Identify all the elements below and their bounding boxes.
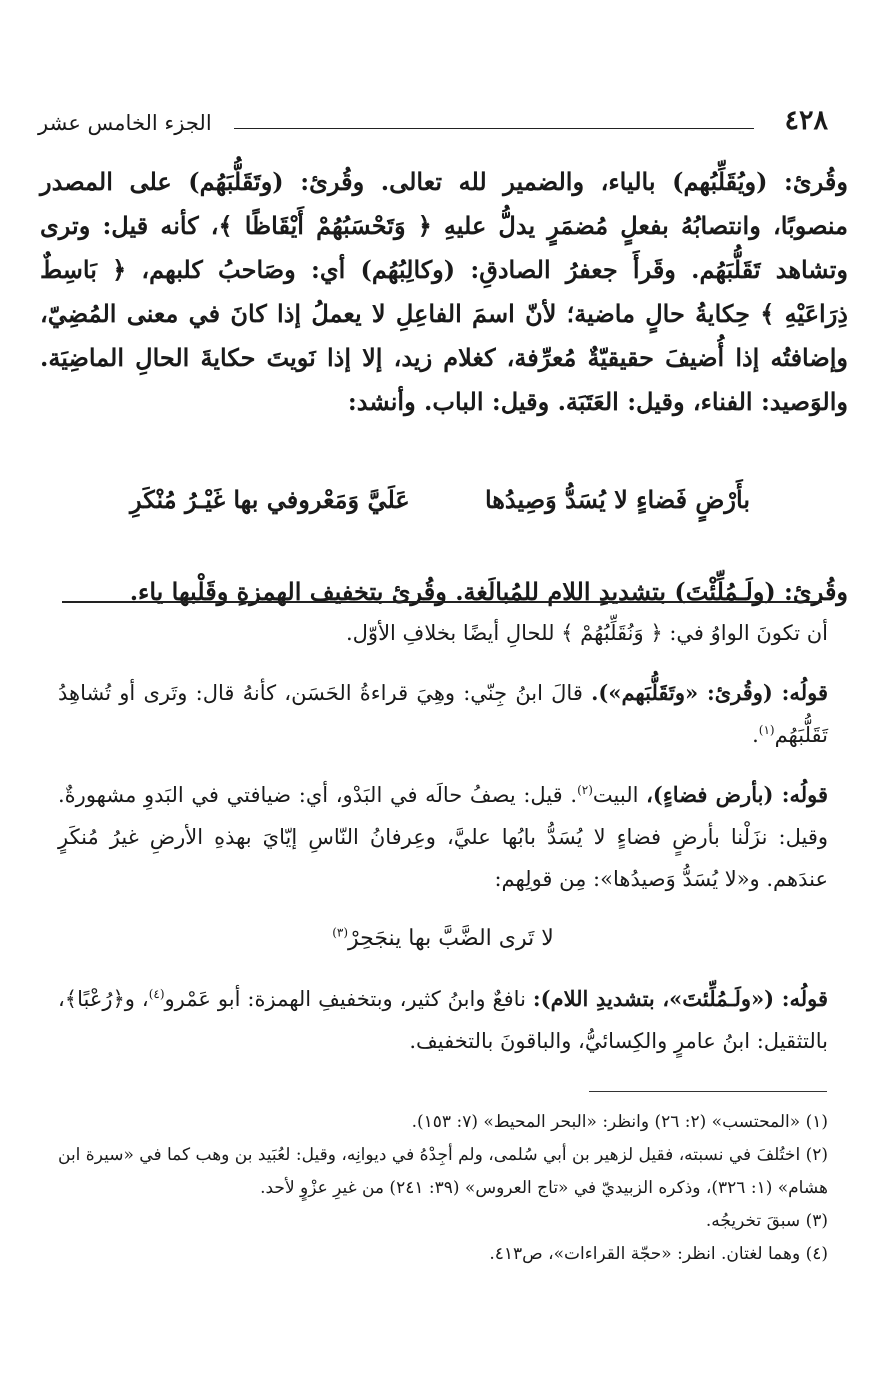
verse-second-hemistich: عَلَيَّ وَمَعْروفي بها غَيْـرُ مُنْكَرِ	[130, 485, 410, 514]
footnote: (١) «المحتسب» (٢: ٢٦) وانظر: «البحر المحيط» (٧: ١٥٣).	[411, 1112, 828, 1132]
main-paragraph-after-verse: وقُرئ: (ولَـمُلِّئْتَ) بتشديدِ اللام للمُبالَغة. وقُرئ بتخفيف الهمزةِ وقَلْبها ياء.	[129, 577, 848, 606]
commentary-paragraph-1: أن تكونَ الواوُ في: ﴿ وَنُقَلِّبُهُمْ ﴾ للحالِ أيضًا بخلافِ الأوّل.	[346, 621, 828, 645]
commentary-paragraph-2: قولُه: (وقُرئ: «وتَقَلُّبَهم»). قالَ ابنُ جِنّي: وهِيَ قراءةُ الحَسَن، كأنهُ قال: وتَرى أو تُشاهِدُ تَقَلُّبَهُم$^{(١)}$.	[58, 680, 828, 747]
footnote: (٢) اختُلفَ في نسبته، فقيل لزهير بن أبي سُلمى، ولم أجِدْهُ في ديوانِه، وقيل: لعُبَيد بن وهب كما في «سيرة ابن هشام» (١: ٣٢٦)، وذكره الزبيديّ في «تاج العروس» (٣٩: ٢٤١) من غيرِ عزْوٍ لأحد.	[58, 1145, 828, 1198]
footnote: (٣) سبقَ تخريجُه.	[705, 1211, 828, 1231]
footnotes	[58, 1106, 828, 1271]
commentary-text: البيت	[592, 783, 639, 807]
commentary-text: نافعٌ وابنُ كثير، وبتخفيفِ الهمزة: أبو عَمْرو	[164, 987, 526, 1011]
commentary-lemma: قولُه: (وقُرئ: «وتَقَلُّبَهم»).	[591, 680, 828, 705]
poem-quote	[58, 918, 828, 960]
commentary-separator	[62, 601, 822, 603]
commentary-text: ، و﴿رُعْبًا﴾، بالتثقيل: ابنُ عامرٍ والكِسائيُّ، والباقونَ بالتخفيف.	[58, 987, 828, 1053]
footnote-ref: (٤)	[148, 987, 165, 1001]
footnote-ref: (٢)	[577, 783, 593, 797]
page-header	[38, 104, 828, 150]
main-paragraph: وقُرئ: (ويُقَلِّبُهم) بالياء، والضمير لله تعالى. وقُرئ: (وتَقَلُّبَهُم) على المصدر منصوبًا، وانتصابُهُ بفعلٍ مُضمَرٍ يدلُّ عليهِ ﴿ وَتَحْسَبُهُمْ أَيْقَاظًا ﴾، كأنه قيل: وترى وتشاهد تَقَلُّبَهُم. وقَرأَ جعفرُ الصادقِ: (وكالِبُهُم) أي: وصَاحبُ كلبهم، ﴿ بَاسِطٌ ذِرَاعَيْهِ ﴾ حِكايةُ حالٍ ماضية؛ لأنّ اسمَ الفاعِلِ لا يعملُ إذا كانَ في معنى المُضِيّ، وإضافتُه إذا أُضيفَ حقيقيّةٌ مُعرِّفة، كغلام زيد، إلا إذا نَويتَ حكايةَ الحالِ الماضِيَة. والوَصيد: الفناء، وقيل: العَتَبَة. وقيل: الباب. وأنشد:	[40, 167, 848, 416]
commentary	[58, 612, 828, 1080]
running-title: الجزء الخامس عشر	[38, 111, 212, 135]
header-rule	[234, 128, 754, 129]
footnote-ref: (٣)	[332, 925, 349, 940]
page-number: ٤٢٨	[784, 105, 828, 136]
main-text	[40, 160, 848, 424]
commentary-paragraph-3	[58, 774, 828, 900]
verse-first-hemistich: بأَرْضٍ فَضاءٍ لا يُسَدُّ وَصِيدُها	[484, 485, 750, 514]
footnote-ref: (١)	[758, 723, 775, 737]
commentary-paragraph-4	[58, 978, 828, 1062]
footnote: (٤) وهما لغتان. انظر: «حجّة القراءات»، ص٤١٣.	[489, 1244, 828, 1264]
commentary-lemma: قولُه: («ولَـمُلِّئتَ»، بتشديدِ اللام):	[532, 986, 829, 1011]
footnote-rule	[589, 1091, 827, 1092]
commentary-text: . قيل: يصفُ حالَه في البَدْو، أي: ضيافتي في البَدوِ مشهورةٌ. وقيل: نزَلْنا بأرضٍ فضاءٍ لا يُسَدُّ بابُها عليَّ، وعِرفانُ النّاسِ إيّايَ بهذهِ الأرضِ غيرُ مُنكَرٍ عندَهم. و«لا يُسَدُّ وَصيدُها»: مِن قولِهم:	[58, 783, 828, 891]
commentary-text: قالَ ابنُ جِنّي: وهِيَ قراءةُ الحَسَن، كأنهُ قال: وتَرى أو تُشاهِدُ تَقَلُّبَهُم	[58, 681, 828, 747]
poem-text: لا تَرى الضَّبَّ بها ينجَحِرْ	[348, 926, 554, 951]
commentary-lemma: قولُه: (بأرض فضاءٍ)،	[646, 782, 828, 807]
